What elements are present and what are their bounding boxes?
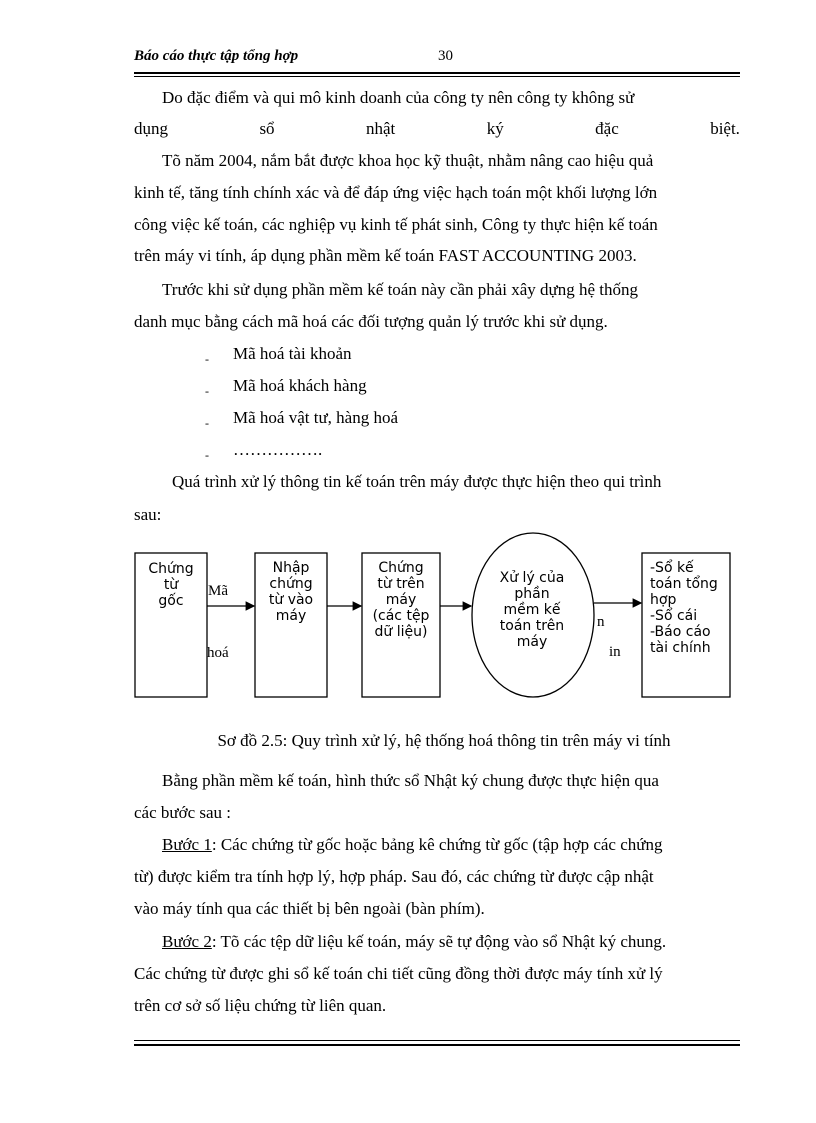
footer-rule-top bbox=[134, 1040, 740, 1041]
para2-line3: công việc kế toán, các nghiệp vụ kinh tế phát sinh, Công ty thực hiện kế toán bbox=[134, 215, 658, 234]
box5-text: -Sổ cái bbox=[650, 608, 698, 624]
ellipse-text: mềm kế bbox=[503, 602, 561, 618]
para5-line1: Bằng phần mềm kế toán, hình thức sổ Nhật ký chung được thực hiện qua bbox=[162, 771, 659, 790]
ellipse-text: Xử lý của bbox=[499, 570, 565, 586]
step2-line2: Các chứng từ được ghi sổ kế toán chi tiết cũng đồng thời được máy tính xử lý bbox=[134, 964, 663, 983]
step2-line1 bbox=[134, 932, 740, 952]
para3-line2: danh mục bằng cách mã hoá các đối tượng quản lý trước khi sử dụng. bbox=[134, 312, 608, 331]
step2-label: Bước 2 bbox=[162, 932, 212, 951]
para2-line2: kinh tế, tăng tính chính xác và để đáp ứng việc hạch toán một khối lượng lớn bbox=[134, 183, 658, 202]
box5-text: tài chính bbox=[650, 640, 711, 656]
list-dash: - bbox=[205, 352, 209, 366]
box3-text: Chứng bbox=[378, 560, 424, 576]
step2-line3: trên cơ sở số liệu chứng từ liên quan. bbox=[134, 996, 387, 1015]
step2-text: : Tõ các tệp dữ liệu kế toán, máy sẽ tự động vào sổ Nhật ký chung. bbox=[211, 932, 667, 951]
box1-text: Chứng bbox=[148, 561, 194, 577]
step1-label: Bước 1 bbox=[162, 835, 212, 854]
para4-line2: sau: bbox=[134, 505, 162, 524]
list-item: Mã hoá tài khoản bbox=[233, 344, 352, 363]
list-dash: - bbox=[205, 416, 209, 430]
box5-text: -Sổ kế bbox=[650, 560, 694, 576]
word: dụng bbox=[134, 119, 168, 138]
para1-line1: Do đặc điểm và qui mô kinh doanh của công ty nên công ty không sử bbox=[162, 88, 635, 107]
box2-text: Nhập bbox=[272, 560, 310, 576]
list-dash: - bbox=[205, 448, 209, 462]
para2-line1: Tõ năm 2004, nắm bắt được khoa học kỹ thuật, nhằm nâng cao hiệu quả bbox=[162, 151, 654, 170]
ellipse-text: phần bbox=[514, 586, 550, 602]
box2-text: chứng bbox=[269, 576, 313, 592]
word: đặc bbox=[595, 119, 619, 138]
word: sổ bbox=[259, 119, 275, 138]
ellipse-text: toán trên bbox=[499, 618, 565, 634]
box1-text: gốc bbox=[158, 593, 184, 609]
diagram-caption: Sơ đồ 2.5: Quy trình xử lý, hệ thống hoá thông tin trên máy vi tính bbox=[217, 731, 671, 750]
header-title: Báo cáo thực tập tổng hợp bbox=[134, 48, 299, 64]
para4-line1: Quá trình xử lý thông tin kế toán trên máy được thực hiện theo qui trình bbox=[172, 472, 662, 491]
list-item: ……………. bbox=[233, 440, 323, 459]
box3-text: (các tệp bbox=[372, 608, 430, 624]
step1-line3: vào máy tính qua các thiết bị bên ngoài (bàn phím). bbox=[134, 899, 485, 918]
label-hoa: hoá bbox=[207, 645, 229, 661]
list-dash: - bbox=[205, 384, 209, 398]
word: ký bbox=[486, 119, 504, 138]
box5-text: hợp bbox=[650, 592, 677, 608]
para5-line2: các bước sau : bbox=[134, 803, 232, 822]
word: biệt. bbox=[710, 119, 740, 138]
label-in-top: n bbox=[597, 614, 605, 630]
label-ma: Mã bbox=[208, 583, 228, 599]
step1-text: : Các chứng từ gốc hoặc bảng kê chứng từ gốc (tập hợp các chứng bbox=[211, 835, 663, 854]
para2-line4: trên máy vi tính, áp dụng phần mềm kế toán FAST ACCOUNTING 2003. bbox=[134, 246, 637, 265]
box5-text: toán tổng bbox=[650, 576, 718, 592]
box3-text: từ trên bbox=[377, 576, 425, 592]
step1-line1 bbox=[134, 835, 740, 855]
box3-text: dữ liệu) bbox=[374, 624, 428, 640]
label-in-bottom: in bbox=[609, 644, 621, 660]
list-item: Mã hoá vật tư, hàng hoá bbox=[233, 408, 399, 427]
box2-text: máy bbox=[275, 608, 307, 624]
box1-text: từ bbox=[163, 577, 179, 593]
ellipse-text: máy bbox=[516, 634, 548, 650]
box3-text: máy bbox=[385, 592, 417, 608]
footer-rule-bottom bbox=[134, 1044, 740, 1046]
list-item: Mã hoá khách hàng bbox=[233, 376, 367, 395]
box2-text: từ vào bbox=[268, 592, 314, 608]
box5-text: -Báo cáo bbox=[650, 624, 711, 640]
word: nhật bbox=[366, 119, 396, 138]
step1-line2: từ) được kiểm tra tính hợp lý, hợp pháp. Sau đó, các chứng từ được cập nhật bbox=[134, 867, 654, 886]
page-number: 30 bbox=[438, 48, 453, 64]
para3-line1: Trước khi sử dụng phần mềm kế toán này cần phải xây dựng hệ thống bbox=[162, 280, 639, 299]
